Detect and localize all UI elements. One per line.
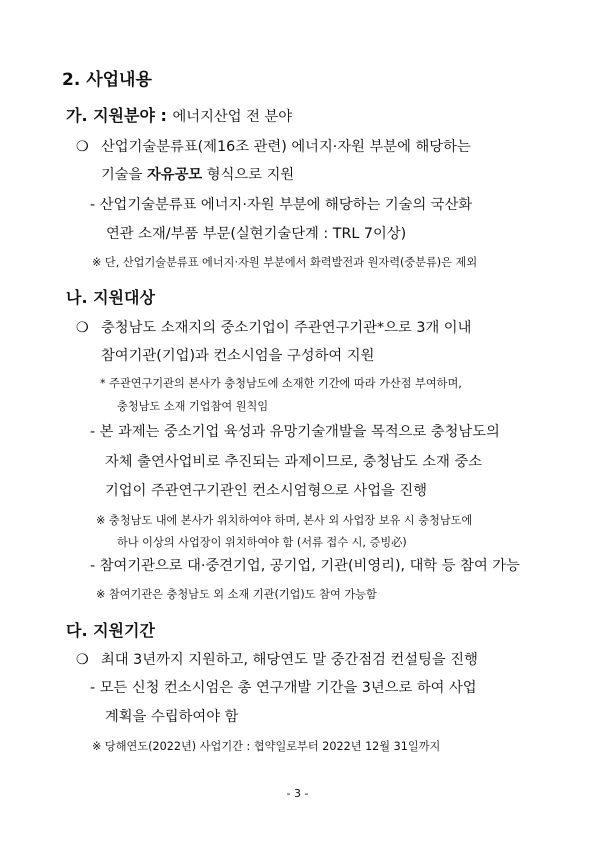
support-target-item-line2: 참여기관(기업)과 컨소시엄을 구성하여 지원	[101, 348, 375, 364]
open-call-emphasis: 자유공모	[146, 167, 203, 183]
support-target-footnote-line1: * 주관연구기관의 본사가 충청남도에 소재한 기간에 따라 가산점 부여하며,	[100, 377, 462, 390]
bullet-icon: ❍	[76, 320, 89, 336]
support-target-sub2: - 참여기관으로 대·중견기업, 공기업, 기관(비영리), 대학 등 참여 가능	[90, 558, 520, 574]
text-segment: 형식으로 지원	[202, 167, 295, 183]
support-target-note1-line2: 하나 이상의 사업장이 위치하여야 함 (서류 접수 시, 증빙必)	[117, 536, 407, 549]
support-target-sub1-line1: - 본 과제는 중소기업 육성과 유망기술개발을 목적으로 충청남도의	[90, 424, 500, 440]
page-number: - 3 -	[286, 787, 309, 800]
support-target-footnote-line2: 충청남도 소재 기업참여 원칙임	[117, 400, 269, 413]
support-target-sub1-line3: 기업이 주관연구기관인 컨소시엄형으로 사업을 진행	[105, 483, 428, 499]
support-field-heading	[66, 106, 292, 127]
support-period-sub-line2: 계획을 수립하여야 함	[105, 709, 239, 725]
support-period-item: 최대 3년까지 지원하고, 해당연도 말 중간점검 컨설팅을 진행	[101, 652, 478, 668]
support-field-item-line1: 산업기술분류표(제16조 관련) 에너지·자원 부분에 해당하는	[101, 139, 471, 155]
support-period-note: ※ 당해연도(2022년) 사업기간 : 협약일로부터 2022년 12월 31일까지	[92, 740, 441, 753]
support-field-sub-line1: - 산업기술분류표 에너지·자원 부분에 해당하는 기술의 국산화	[90, 197, 473, 213]
bullet-icon: ❍	[76, 652, 89, 668]
section-title: 2. 사업내용	[62, 70, 152, 90]
support-target-note1-line1: ※ 충청남도 내에 본사가 위치하여야 하며, 본사 외 사업장 보유 시 충청남도에	[96, 514, 473, 527]
support-field-value: 에너지산업 전 분야	[172, 109, 293, 125]
support-target-heading: 나. 지원대상	[66, 288, 155, 307]
support-target-item-line1: 충청남도 소재지의 중소기업이 주관연구기관*으로 3개 이내	[101, 320, 472, 336]
support-field-item-line2	[101, 165, 294, 185]
text-segment: 기술을	[101, 167, 147, 183]
support-period-heading: 다. 지원기간	[66, 621, 155, 640]
support-target-note2: ※ 참여기관은 충청남도 외 소재 기관(기업)도 참여 가능함	[96, 588, 377, 601]
support-field-label: 가. 지원분야 :	[66, 106, 167, 125]
support-target-sub1-line2: 자체 출연사업비로 추진되는 과제이므로, 충청남도 소재 중소	[105, 454, 483, 470]
bullet-icon: ❍	[76, 139, 89, 155]
support-field-note: ※ 단, 산업기술분류표 에너지·자원 부분에서 화력발전과 원자력(중분류)은 제외	[92, 256, 478, 269]
support-period-sub-line1: - 모든 신청 컨소시엄은 총 연구개발 기간을 3년으로 하여 사업	[90, 680, 477, 696]
support-field-sub-line2: 연관 소재/부품 부문(실현기술단계 : TRL 7이상)	[106, 226, 407, 242]
